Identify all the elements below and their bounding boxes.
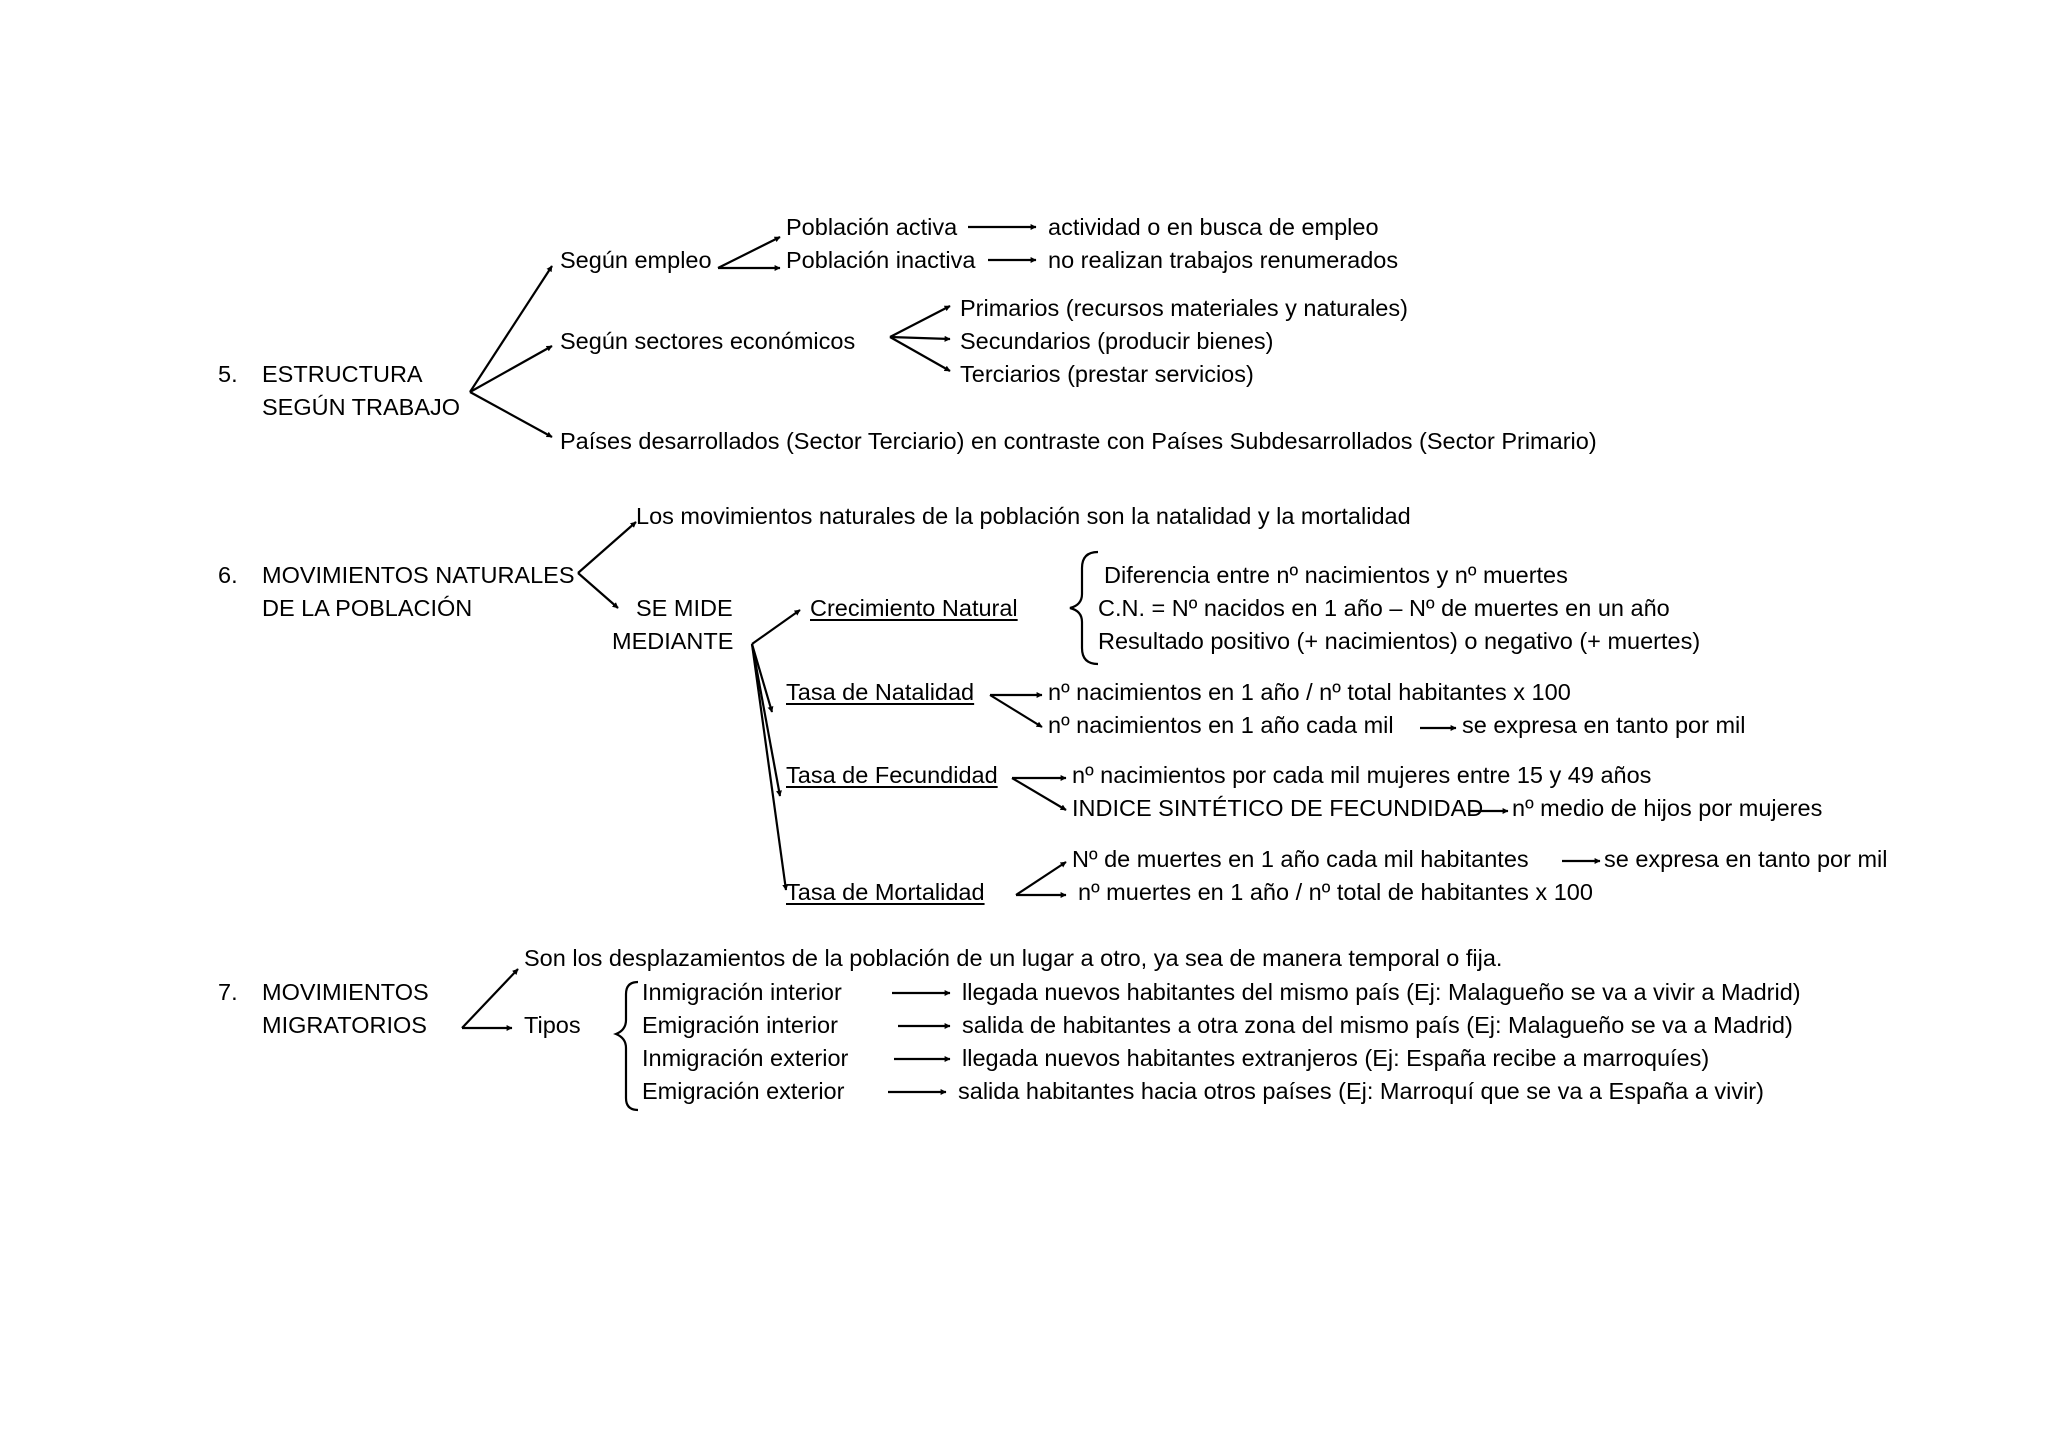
tipos-label: Tipos (524, 1012, 581, 1038)
mortalidad-detail-1b: se expresa en tanto por mil (1604, 846, 1888, 872)
crecimiento-detail-1: Diferencia entre nº nacimientos y nº muertes (1104, 562, 1568, 588)
poblacion-activa-desc: actividad o en busca de empleo (1048, 214, 1379, 240)
section-7-number: 7. (218, 979, 238, 1005)
natalidad-detail-2b: se expresa en tanto por mil (1462, 712, 1746, 738)
natalidad-detail-1: nº nacimientos en 1 año / nº total habitantes x 100 (1048, 679, 1571, 705)
arrow-to-intro-6 (578, 522, 636, 573)
arrow-mor-1 (1016, 862, 1066, 895)
tasa-fecundidad: Tasa de Fecundidad (786, 762, 998, 788)
poblacion-inactiva: Población inactiva (786, 247, 976, 273)
poblacion-activa: Población activa (786, 214, 958, 240)
paises-contraste: Países desarrollados (Sector Terciario) en contraste con Países Subdesarrollados (Sector Primario) (560, 428, 1597, 454)
sector-terciarios: Terciarios (prestar servicios) (960, 361, 1254, 387)
brace-tipos (616, 982, 638, 1110)
section-6-title-line2: DE LA POBLACIÓN (262, 595, 473, 621)
arrow-fec-2 (1012, 778, 1066, 810)
migration-desc: llegada nuevos habitantes extranjeros (Ej: España recibe a marroquíes) (962, 1045, 1710, 1071)
fecundidad-detail-1: nº nacimientos por cada mil mujeres entre 15 y 49 años (1072, 762, 1652, 788)
brace-crecimiento (1070, 552, 1098, 664)
arrow-to-mide (578, 573, 618, 608)
section-5-number: 5. (218, 361, 238, 387)
arrow-to-crecimiento (752, 610, 800, 644)
section-5-title-line2: SEGÚN TRABAJO (262, 394, 461, 420)
tasa-mortalidad: Tasa de Mortalidad (786, 879, 985, 905)
arrow-to-mortalidad (752, 644, 786, 890)
arrow-to-secundarios (890, 337, 950, 339)
segun-empleo: Según empleo (560, 247, 712, 273)
mortalidad-detail-1: Nº de muertes en 1 año cada mil habitantes (1072, 846, 1529, 872)
sector-primarios: Primarios (recursos materiales y naturales) (960, 295, 1408, 321)
fecundidad-detail-2b: nº medio de hijos por mujeres (1512, 795, 1823, 821)
section-7-title-line1: MOVIMIENTOS (262, 979, 429, 1005)
crecimiento-natural: Crecimiento Natural (810, 595, 1018, 621)
natalidad-detail-2: nº nacimientos en 1 año cada mil (1048, 712, 1394, 738)
migration-type: Emigración interior (642, 1012, 838, 1038)
section-7-intro: Son los desplazamientos de la población de un lugar a otro, ya sea de manera temporal o fija. (524, 945, 1503, 971)
section-7-title-line2: MIGRATORIOS (262, 1012, 427, 1038)
arrow-to-sectores (470, 346, 552, 392)
section-6-number: 6. (218, 562, 238, 588)
migration-type: Inmigración interior (642, 979, 842, 1005)
poblacion-inactiva-desc: no realizan trabajos renumerados (1048, 247, 1399, 273)
se-mide-line1: SE MIDE (636, 595, 733, 621)
arrow-to-terciarios (890, 337, 950, 371)
migration-desc: salida de habitantes a otra zona del mismo país (Ej: Malagueño se va a Madrid) (962, 1012, 1793, 1038)
migration-desc: salida habitantes hacia otros países (Ej: Marroquí que se va a España a vivir) (958, 1078, 1764, 1104)
arrow-to-paises (470, 392, 552, 437)
migration-type: Inmigración exterior (642, 1045, 849, 1071)
migration-desc: llegada nuevos habitantes del mismo país (Ej: Malagueño se va a vivir a Madrid) (962, 979, 1801, 1005)
se-mide-line2: MEDIANTE (612, 628, 734, 654)
segun-sectores: Según sectores económicos (560, 328, 856, 354)
fecundidad-detail-2: INDICE SINTÉTICO DE FECUNDIDAD (1072, 795, 1484, 821)
arrow-nat-2 (990, 695, 1042, 727)
arrow-to-primarios (890, 306, 950, 337)
arrow-to-empleo (470, 266, 552, 392)
section-5-title-line1: ESTRUCTURA (262, 361, 423, 387)
arrow-to-activa (718, 237, 780, 268)
sector-secundarios: Secundarios (producir bienes) (960, 328, 1274, 354)
crecimiento-detail-2: C.N. = Nº nacidos en 1 año – Nº de muertes en un año (1098, 595, 1670, 621)
section-6-intro: Los movimientos naturales de la población son la natalidad y la mortalidad (636, 503, 1411, 529)
tasa-natalidad: Tasa de Natalidad (786, 679, 975, 705)
mortalidad-detail-2: nº muertes en 1 año / nº total de habitantes x 100 (1078, 879, 1593, 905)
migration-type: Emigración exterior (642, 1078, 845, 1104)
arrow-to-intro-7 (462, 969, 518, 1028)
section-6-title-line1: MOVIMIENTOS NATURALES (262, 562, 575, 588)
crecimiento-detail-3: Resultado positivo (+ nacimientos) o negativo (+ muertes) (1098, 628, 1701, 654)
